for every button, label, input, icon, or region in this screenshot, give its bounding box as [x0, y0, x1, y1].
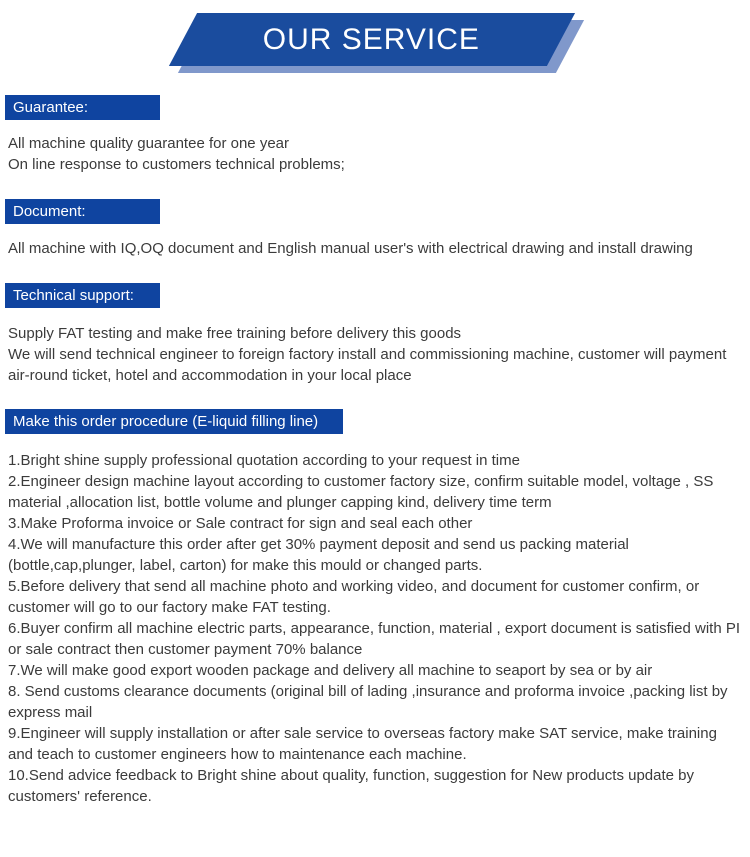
procedure-step: 6.Buyer confirm all machine electric parts, appearance, function, material , export document is satisfied with PI or sale contract then customer payment 70% balance	[8, 620, 741, 658]
section-heading-guarantee: Guarantee:	[5, 95, 160, 120]
guarantee-body	[0, 133, 750, 175]
section-heading-order-procedure: Make this order procedure (E-liquid filling line)	[5, 409, 343, 434]
order-procedure-list	[0, 450, 750, 807]
section-heading-technical-support: Technical support:	[5, 283, 160, 308]
procedure-step: 9.Engineer will supply installation or after sale service to overseas factory make SAT service, make training and teach to customer engineers how to maintenance each machine.	[8, 725, 717, 763]
text-line: All machine with IQ,OQ document and English manual user's with electrical drawing and install drawing	[8, 240, 693, 257]
our-service-banner	[169, 13, 575, 66]
procedure-step: 7.We will make good export wooden package and delivery all machine to seaport by sea or by air	[8, 662, 653, 679]
section-heading-document: Document:	[5, 199, 160, 224]
procedure-step: 4.We will manufacture this order after get 30% payment deposit and send us packing material (bottle,cap,plunger, label, carton) for make this mould or changed parts.	[8, 536, 629, 574]
text-line: Supply FAT testing and make free training before delivery this goods	[8, 325, 462, 342]
procedure-step: 1.Bright shine supply professional quotation according to your request in time	[8, 452, 520, 469]
procedure-step: 10.Send advice feedback to Bright shine about quality, function, suggestion for New products update by customers' reference.	[8, 767, 694, 805]
text-line: We will send technical engineer to foreign factory install and commissioning machine, customer will payment air-round ticket, hotel and accommodation in your local place	[8, 346, 727, 384]
text-line: On line response to customers technical problems;	[8, 156, 345, 173]
procedure-step: 5.Before delivery that send all machine photo and working video, and document for customer confirm, or customer will go to our factory make FAT testing.	[8, 578, 700, 616]
text-line: All machine quality guarantee for one year	[8, 135, 290, 152]
procedure-step: 8. Send customs clearance documents (original bill of lading ,insurance and proforma invoice ,packing list by express mail	[8, 683, 728, 721]
procedure-step: 2.Engineer design machine layout according to customer factory size, confirm suitable model, voltage , SS material ,allocation list, bottle volume and plunger capping kind, delivery time term	[8, 473, 714, 511]
banner-title: OUR SERVICE	[263, 22, 481, 56]
banner-section	[0, 0, 750, 80]
procedure-step: 3.Make Proforma invoice or Sale contract for sign and seal each other	[8, 515, 473, 532]
document-body	[0, 238, 750, 259]
technical-support-body	[0, 323, 750, 386]
